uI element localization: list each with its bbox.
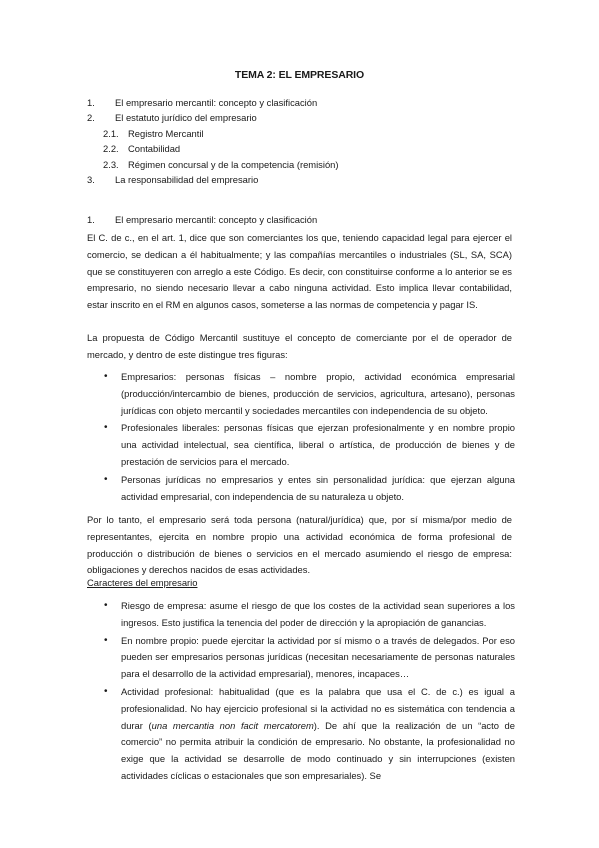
characters-list [104, 598, 515, 786]
list-item [104, 472, 515, 506]
toc-item-2-2 [87, 141, 527, 156]
list-item [104, 633, 515, 683]
toc-number: 1. [87, 97, 95, 108]
section-number: 1. [87, 214, 95, 225]
text-run: ). De ahí que la realización de un “acto de comercio” no permita atribuir la condición de empresario. No obstante, la profesionalidad no exige que la actividad se desarrolle de modo continuado y sin interrupciones (existen actividades cíclicas o estacionales que son empresariales). Se [121, 719, 515, 781]
list-item-text: Profesionales liberales: personas físicas que ejerzan profesionalmente y en nombre propio una actividad intelectual, sea científica, liberal o artística, de producción de bienes y de prestación de servicios para el mercado. [121, 422, 515, 467]
toc-item-2-1 [87, 126, 527, 141]
paragraph-definition: El C. de c., en el art. 1, dice que son comerciantes los que, teniendo capacidad legal para ejercer el comercio, se dedican a él habitualmente; y las compañías mercantiles o industriales (SL, SA, SCA) que se constituyeren con arreglo a este Código. Es decir, con constituirse conforme a lo anterior se es empresario, no siendo necesario llevar a cabo ninguna actividad. Esto implica llevar contabilidad, estar inscrito en el RM en algunos casos, someterse a las normas de competencia y pagar IS. [87, 232, 512, 311]
latin-quote: una mercantia non facit mercatorem [151, 719, 314, 731]
toc-text: Contabilidad [128, 143, 181, 155]
paragraph-proposal: La propuesta de Código Mercantil sustituye el concepto de comerciante por el de operador de mercado, y dentro de este distingue tres figuras: [87, 332, 512, 360]
bullet-icon: • [104, 473, 108, 485]
bullet-icon: • [104, 371, 108, 382]
list-item-text [121, 686, 515, 781]
bullet-icon: • [104, 422, 108, 434]
toc-number: 2.1. [103, 127, 119, 139]
list-item [104, 369, 515, 419]
list-item [104, 598, 515, 632]
list-item [104, 420, 515, 470]
list-item-text: Empresarios: personas físicas – nombre propio, actividad económica empresarial (producción/intercambio de bienes, producción de servicios, agricultura, artesano), personas jurídicas con objeto mercantil y sociedades mercantiles con independencia de su objeto. [121, 371, 515, 416]
subheading-caracteres: Caracteres del empresario [87, 577, 198, 588]
toc-item-2-3 [87, 157, 527, 172]
toc-item-1 [87, 95, 527, 110]
toc-item-3 [87, 172, 527, 187]
toc-text: El estatuto jurídico del empresario [115, 112, 257, 124]
bullet-icon: • [104, 634, 108, 646]
section-title: El empresario mercantil: concepto y clasificación [115, 214, 318, 225]
toc-text: Registro Mercantil [128, 127, 204, 139]
list-item [104, 684, 515, 785]
document-title: TEMA 2: EL EMPRESARIO [234, 69, 365, 81]
bullet-icon: • [104, 600, 108, 611]
toc-text: Régimen concursal y de la competencia (remisión) [128, 158, 339, 170]
text-run: Actividad profesional: habitualidad (que es la palabra que usa el C. de c.) es igual a profesionalidad. No hay ejercicio profesional si la actividad no es sistemática con tendencia a durar ( [121, 685, 515, 731]
section-heading [87, 212, 317, 229]
list-item-text: En nombre propio: puede ejercitar la actividad por sí mismo o a través de delegados. Por eso pueden ser empresarios personas jurídicas (necesitan necesariamente de personas naturales para el desarrollo de la actividad empresarial), menores, incapaces… [121, 634, 515, 680]
toc-item-2 [87, 110, 527, 125]
toc-number: 2.2. [103, 143, 119, 155]
toc-number: 2.3. [103, 158, 119, 170]
toc-number: 3. [87, 173, 95, 185]
bullet-icon: • [104, 685, 108, 697]
list-item-text: Riesgo de empresa: asume el riesgo de que los costes de la actividad sean superiores a los ingresos. Esto justifica la tenencia del poder de dirección y la apropiación de ganancias. [121, 600, 515, 628]
table-of-contents [87, 95, 527, 187]
toc-number: 2. [87, 112, 95, 124]
paragraph-conclusion: Por lo tanto, el empresario será toda persona (natural/jurídica) que, por sí misma/por medio de representantes, ejercita en nombre propio una actividad económica de forma profesional de producción o distribución de bienes o servicios en el mercado asumiendo el riesgo de empresa: obligaciones y derechos nacidos de esas actividades. [87, 514, 512, 576]
list-item-text: Personas jurídicas no empresarios y entes sin personalidad jurídica: que ejerzan alguna actividad empresarial, con independencia de su naturaleza u objeto. [121, 473, 515, 502]
figures-list [104, 369, 515, 506]
toc-text: La responsabilidad del empresario [115, 173, 259, 185]
toc-text: El empresario mercantil: concepto y clasificación [115, 97, 318, 108]
